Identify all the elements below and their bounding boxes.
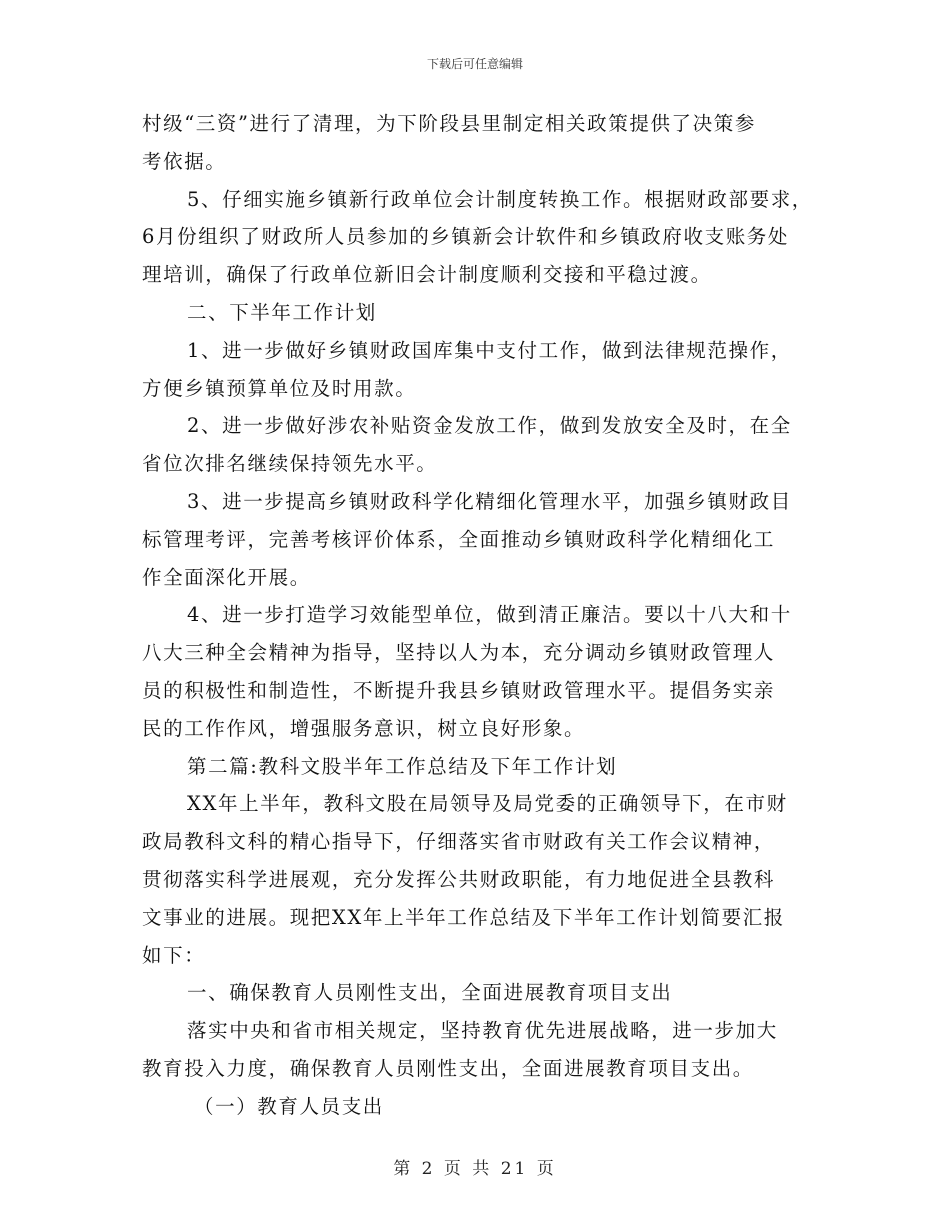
- paragraph-line: 5、仔细实施乡镇新行政单位会计制度转换工作。根据财政部要求，: [187, 187, 813, 211]
- paragraph-line: 政局教科文科的精心指导下，仔细落实省市财政有关工作会议精神，: [142, 830, 776, 854]
- paragraph-line: 落实中央和省市相关规定，坚持教育优先进展战略，进一步加大: [187, 1019, 778, 1043]
- chapter-title: 第二篇:教科文股半年工作总结及下年工作计划: [187, 754, 618, 778]
- section-heading: 一、确保教育人员刚性支出，全面进展教育项目支出: [187, 981, 673, 1005]
- paragraph-line: 省位次排名继续保持领先水平。: [142, 452, 438, 476]
- paragraph-line: 1、进一步做好乡镇财政国库集中支付工作，做到法律规范操作，: [187, 338, 792, 362]
- section-heading: 二、下半年工作计划: [187, 300, 377, 324]
- paragraph-line: 村级“三资”进行了清理，为下阶段县里制定相关政策提供了决策参: [142, 112, 756, 135]
- paragraph-line: 如下：: [142, 943, 206, 967]
- paragraph-line: 民的工作作风，增强服务意识，树立良好形象。: [142, 716, 586, 740]
- paragraph-line: 6月份组织了财政所人员参加的乡镇新会计软件和乡镇政府收支账务处: [142, 225, 790, 249]
- paragraph-line: XX年上半年，教科文股在局领导及局党委的正确领导下，在市财: [187, 792, 788, 816]
- paragraph-line: 2、进一步做好涉农补贴资金发放工作，做到发放安全及时，在全: [187, 414, 792, 438]
- paragraph-line: 4、进一步打造学习效能型单位，做到清正廉洁。要以十八大和十: [187, 603, 792, 627]
- paragraph-line: 贯彻落实科学进展观，充分发挥公共财政职能，有力地促进全县教科: [142, 867, 776, 891]
- paragraph-line: 理培训，确保了行政单位新旧会计制度顺利交接和平稳过渡。: [142, 263, 712, 287]
- paragraph-line: 考依据。: [142, 149, 227, 173]
- paragraph-line: 八大三种全会精神为指导，坚持以人为本，充分调动乡镇财政管理人: [142, 641, 776, 665]
- paragraph-line: 教育投入力度，确保教育人员刚性支出，全面进展教育项目支出。: [142, 1056, 754, 1080]
- paragraph-line: 文事业的进展。现把XX年上半年工作总结及下半年工作计划简要汇报: [142, 905, 785, 929]
- document-body: [142, 105, 822, 1126]
- paragraph-line: 方便乡镇预算单位及时用款。: [142, 376, 417, 400]
- paragraph-line: 作全面深化开展。: [142, 565, 311, 589]
- subsection-heading: （一）教育人员支出: [194, 1094, 384, 1118]
- page-header: 下载后可任意编辑: [426, 57, 523, 71]
- page-footer: 第 2 页 共 21 页: [393, 1159, 557, 1179]
- paragraph-line: 员的积极性和制造性，不断提升我县乡镇财政管理水平。提倡务实亲: [142, 678, 776, 702]
- paragraph-line: 标管理考评，完善考核评价体系，全面推动乡镇财政科学化精细化工: [142, 527, 776, 551]
- paragraph-line: 3、进一步提高乡镇财政科学化精细化管理水平，加强乡镇财政目: [187, 489, 792, 513]
